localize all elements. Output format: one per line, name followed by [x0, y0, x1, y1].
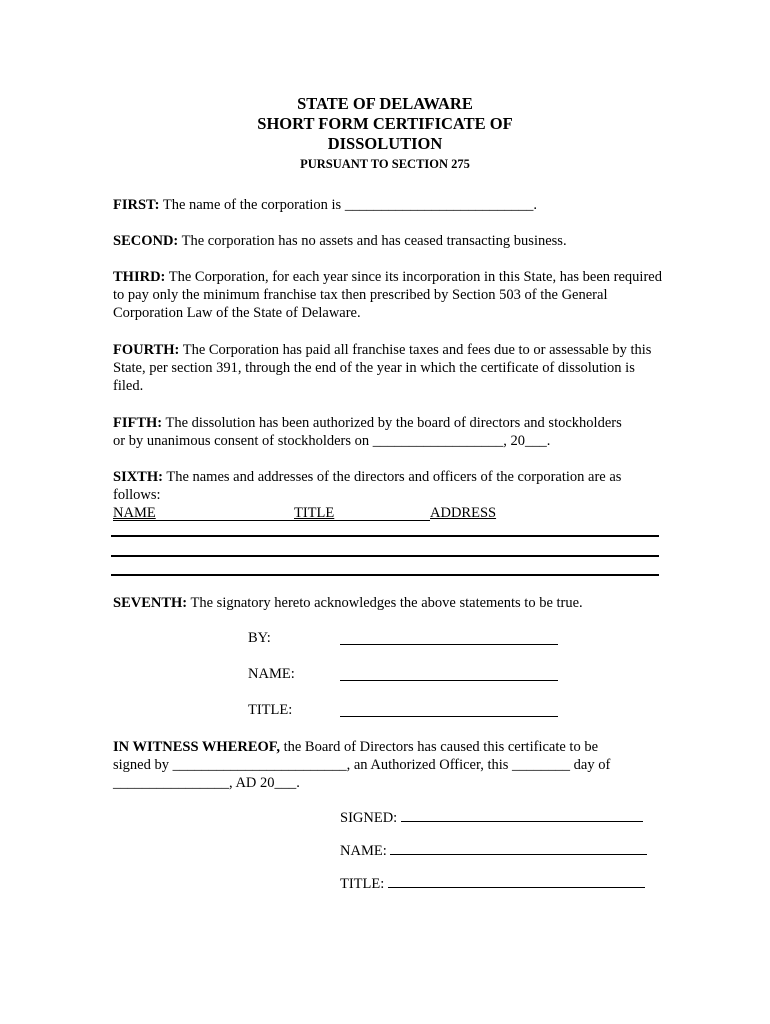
witness-title-row	[340, 874, 645, 893]
first-label: FIRST:	[113, 197, 160, 213]
signatory-name-field[interactable]	[340, 680, 558, 681]
sixth-text-line1: The names and addresses of the directors and officers of the corporation are as	[162, 469, 622, 485]
director-entry-line[interactable]	[111, 535, 659, 537]
second-label: SECOND:	[113, 233, 179, 249]
column-header-address: ADDRESS	[430, 505, 497, 521]
header-form-name: SHORT FORM CERTIFICATE OF	[257, 114, 513, 133]
fifth-text-line2[interactable]: or by unanimous consent of stockholders on __________________, 20___.	[113, 433, 551, 449]
fifth-text-line1: The dissolution has been authorized by the board of directors and stockholders	[162, 415, 622, 431]
witness-title-field[interactable]	[388, 874, 645, 888]
witness-title-label: TITLE:	[340, 876, 385, 892]
sixth-text-line2: follows:	[113, 487, 161, 503]
second-text: The corporation has no assets and has ceased transacting business.	[178, 233, 567, 249]
document-header	[0, 94, 770, 173]
column-header-name: NAME	[113, 505, 156, 521]
witness-label: IN WITNESS WHEREOF,	[113, 739, 280, 755]
witness-text-line2[interactable]: signed by ________________________, an Authorized Officer, this ________ day of	[113, 757, 611, 773]
article-fourth	[113, 341, 663, 395]
article-third	[113, 268, 663, 322]
header-subtitle: PURSUANT TO SECTION 275	[300, 157, 470, 171]
seventh-label: SEVENTH:	[113, 595, 188, 611]
article-seventh	[113, 594, 663, 612]
article-first	[113, 196, 663, 214]
column-header-underline-title	[294, 520, 430, 521]
first-end: .	[533, 197, 537, 213]
witness-signed-label: SIGNED:	[340, 810, 398, 826]
article-sixth	[113, 468, 673, 504]
fourth-text: The Corporation has paid all franchise taxes and fees due to or assessable by this State, per section 391, through the end of the year in which the certificate of dissolution is filed.	[113, 342, 652, 394]
witness-signed-field[interactable]	[401, 808, 643, 822]
signatory-title-label: TITLE:	[248, 702, 293, 718]
fourth-label: FOURTH:	[113, 342, 180, 358]
signatory-by-label: BY:	[248, 630, 271, 646]
article-second	[113, 232, 663, 250]
signatory-by-field[interactable]	[340, 644, 558, 645]
third-text: The Corporation, for each year since its incorporation in this State, has been required to pay only the minimum franchise tax then prescribed by Section 503 of the General Corporation Law of the State of Delaware.	[113, 269, 662, 321]
witness-clause	[113, 738, 673, 792]
fifth-label: FIFTH:	[113, 415, 163, 431]
first-text: The name of the corporation is	[159, 197, 345, 213]
witness-text-line3[interactable]: ________________, AD 20___.	[113, 775, 300, 791]
witness-text-line1: the Board of Directors has caused this certificate to be	[279, 739, 599, 755]
header-dissolution: DISSOLUTION	[327, 134, 443, 153]
article-fifth	[113, 414, 673, 450]
seventh-text: The signatory hereto acknowledges the above statements to be true.	[187, 595, 583, 611]
witness-name-row	[340, 841, 647, 860]
witness-signed-row	[340, 808, 643, 827]
column-header-title: TITLE	[294, 505, 335, 521]
corporation-name-field[interactable]: __________________________	[344, 197, 534, 213]
director-entry-line[interactable]	[111, 574, 659, 576]
header-state: STATE OF DELAWARE	[297, 94, 473, 113]
sixth-label: SIXTH:	[113, 469, 163, 485]
signatory-title-field[interactable]	[340, 716, 558, 717]
column-header-underline-name	[113, 520, 295, 521]
third-label: THIRD:	[113, 269, 166, 285]
director-entry-line[interactable]	[111, 555, 659, 557]
signatory-name-label: NAME:	[248, 666, 295, 682]
witness-name-label: NAME:	[340, 843, 387, 859]
witness-name-field[interactable]	[390, 841, 647, 855]
